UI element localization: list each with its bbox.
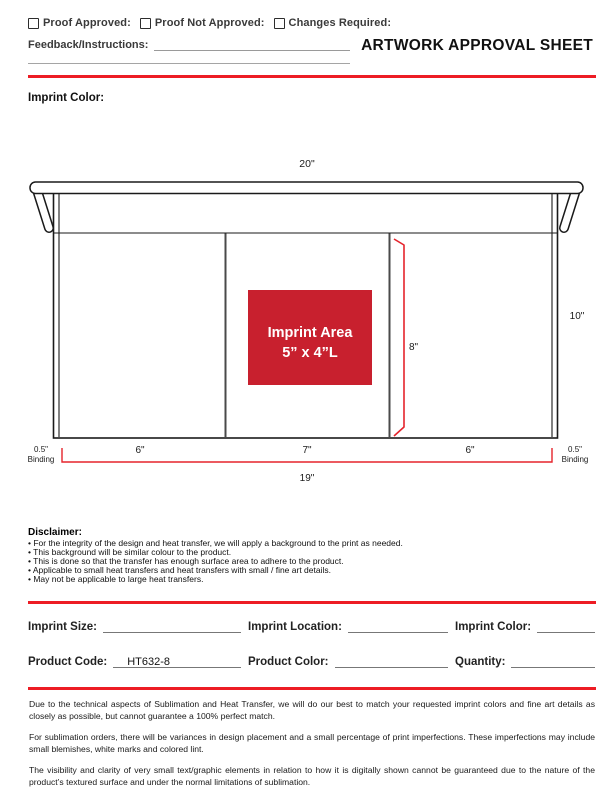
product-code-value: HT632-8 — [127, 656, 171, 668]
divider-rule-bottom — [28, 687, 596, 690]
terms-paragraph: For sublimation orders, there will be variances in design placement and a small percentage of print imperfections. These imperfections may include small blemishes, white marks and colored lint. — [29, 731, 595, 754]
proof-not-approved-option[interactable] — [140, 17, 265, 29]
product-code-field — [28, 652, 241, 668]
disclaimer-bullet: • This is done so that the transfer has enough surface area to adhere to the product. — [28, 556, 344, 566]
dim-binding-left-word: Binding — [27, 455, 55, 464]
feedback-input-line-2[interactable] — [28, 63, 350, 64]
right-corner-strap — [564, 190, 576, 228]
disclaimer-section — [28, 527, 573, 584]
disclaimer-bullet: • For the integrity of the design and heat transfer, we will apply a background to the print as needed. — [28, 538, 403, 548]
product-code-label: Product Code: — [28, 656, 108, 668]
top-bar — [30, 182, 583, 194]
imprint-size-field — [28, 617, 241, 633]
imprint-area-line2: 5” x 4”L — [282, 345, 338, 361]
imprint-location-input[interactable] — [348, 617, 448, 633]
dim-binding-right-size: 0.5" — [568, 445, 582, 454]
imprint-color-label: Imprint Color: — [455, 621, 532, 633]
imprint-color-input[interactable] — [537, 617, 595, 633]
terms-paragraph: Due to the technical aspects of Sublimation and Heat Transfer, we will do our best to match your requested imprint colors and fine art details as closely as possible, but cannot guarantee a 100% perfect match. — [29, 699, 595, 721]
disclaimer-bullet: • May not be applicable to large heat transfers. — [28, 574, 204, 584]
proof-approved-label: Proof Approved: — [43, 17, 131, 29]
imprint-location-field — [248, 617, 448, 633]
product-color-input[interactable] — [335, 652, 449, 668]
terms-paragraph: The visibility and clarity of very small text/graphic elements in relation to how it is digitally shown cannot be guaranteed due to the nature of the product’s textured surface and under the normal limitations of sublimation. — [29, 764, 595, 787]
feedback-label: Feedback/Instructions: — [28, 39, 149, 51]
disclaimer-bullet: • Applicable to small heat transfers and heat transfers with small / fine art details. — [28, 565, 331, 575]
dim-binding-left-size: 0.5" — [34, 445, 48, 454]
quantity-label: Quantity: — [455, 656, 506, 668]
approval-checkbox-row — [28, 17, 391, 29]
divider-rule-middle — [28, 601, 596, 604]
dim-binding-right-word: Binding — [561, 455, 589, 464]
changes-required-option[interactable] — [274, 17, 392, 29]
imprint-size-label: Imprint Size: — [28, 621, 98, 633]
proof-not-approved-checkbox[interactable] — [140, 18, 151, 29]
proof-approved-option[interactable] — [28, 17, 131, 29]
disclaimer-bullet: • This background will be similar colour to the product. — [28, 547, 232, 557]
changes-required-label: Changes Required: — [288, 17, 392, 29]
quantity-field — [455, 652, 595, 668]
dim-panel-left: 6" — [135, 445, 145, 456]
imprint-area-line1: Imprint Area — [267, 325, 353, 341]
imprint-size-input[interactable] — [103, 617, 241, 633]
product-code-input[interactable] — [113, 652, 241, 668]
dim-top-width: 20" — [299, 158, 315, 170]
form-row-2 — [28, 652, 595, 668]
product-color-field — [248, 652, 448, 668]
proof-approved-checkbox[interactable] — [28, 18, 39, 29]
disclaimer-heading: Disclaimer: — [28, 527, 82, 538]
terms-section — [29, 699, 595, 792]
form-row-1 — [28, 617, 595, 633]
changes-required-checkbox[interactable] — [274, 18, 285, 29]
quantity-input[interactable] — [511, 652, 595, 668]
dim-panel-center: 7" — [302, 445, 312, 456]
page-title: ARTWORK APPROVAL SHEET — [361, 37, 593, 54]
dim-side-height: 10" — [569, 311, 585, 322]
imprint-color-heading: Imprint Color: — [28, 92, 105, 104]
dim-imprint-height: 8" — [409, 342, 419, 353]
product-diagram — [0, 150, 612, 490]
proof-not-approved-label: Proof Not Approved: — [154, 17, 265, 29]
dim-panel-right: 6" — [465, 445, 475, 456]
feedback-row — [28, 38, 350, 51]
product-color-label: Product Color: — [248, 656, 329, 668]
imprint-location-label: Imprint Location: — [248, 621, 342, 633]
dim-bottom-width: 19" — [299, 473, 315, 484]
left-corner-strap — [37, 190, 49, 228]
imprint-color-field — [455, 617, 595, 633]
feedback-input-line-1[interactable] — [154, 38, 350, 51]
divider-rule-top — [28, 75, 596, 78]
